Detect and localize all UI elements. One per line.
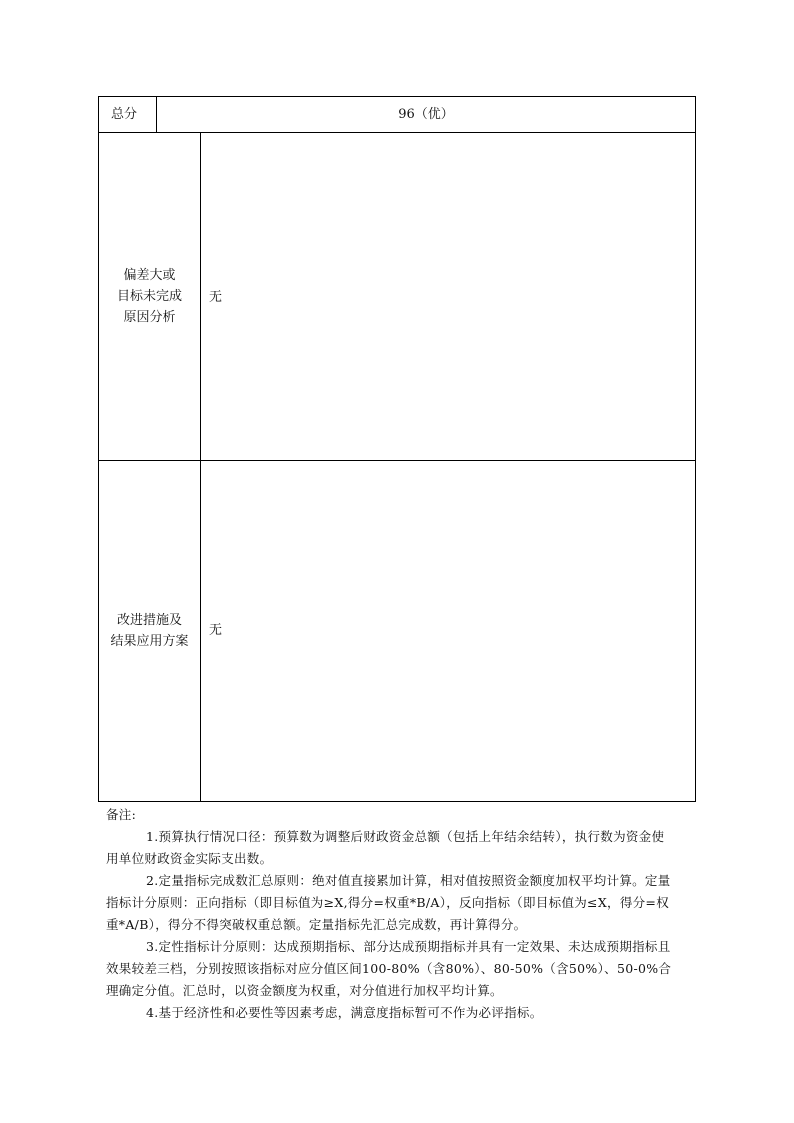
notes-heading: 备注: [106,807,137,822]
row2-label-line: 结果应用方案 [110,634,189,649]
total-label: 总分 [111,107,138,122]
row2-value: 无 [209,623,223,638]
row2-label [99,610,200,652]
note-item-1: 1.预算执行情况口径：预算数为调整后财政资金总额（包括上年结余结转），执行数为资金使用单位财政资金实际支出数。 [106,829,665,866]
note-item-4: 4.基于经济性和必要性等因素考虑，满意度指标暂可不作为必评指标。 [146,1005,543,1020]
row2-label-line: 改进措施及 [116,613,182,628]
row1-label [99,265,200,328]
column-divider [200,132,201,801]
row-divider-2 [99,460,695,461]
row1-value: 无 [209,290,223,305]
evaluation-table [98,96,696,802]
row1-label-line: 原因分析 [123,310,176,325]
note-item-3: 3.定性指标计分原则：达成预期指标、部分达成预期指标并具有一定效果、未达成预期指标且效果较差三档，分别按照该指标对应分值区间100-80%（含80%）、80-50%（含50%）、50-0%合理确定分值。汇总时，以资金额度为权重，对分值进行加权平均计算。 [106,939,672,998]
row-divider-1 [99,132,695,133]
note-item-2: 2.定量指标完成数汇总原则：绝对值直接累加计算，相对值按照资金额度加权平均计算。定量指标计分原则：正向指标（即目标值为≥X,得分=权重*B/A），反向指标（即目标值为≤X，得分=权重*A/B），得分不得突破权重总额。定量指标先汇总完成数，再计算得分。 [106,873,671,932]
total-value: 96（优） [398,107,454,122]
notes-section [106,804,676,1024]
row1-label-line: 目标未完成 [116,289,182,304]
row1-label-line: 偏差大或 [123,268,176,283]
